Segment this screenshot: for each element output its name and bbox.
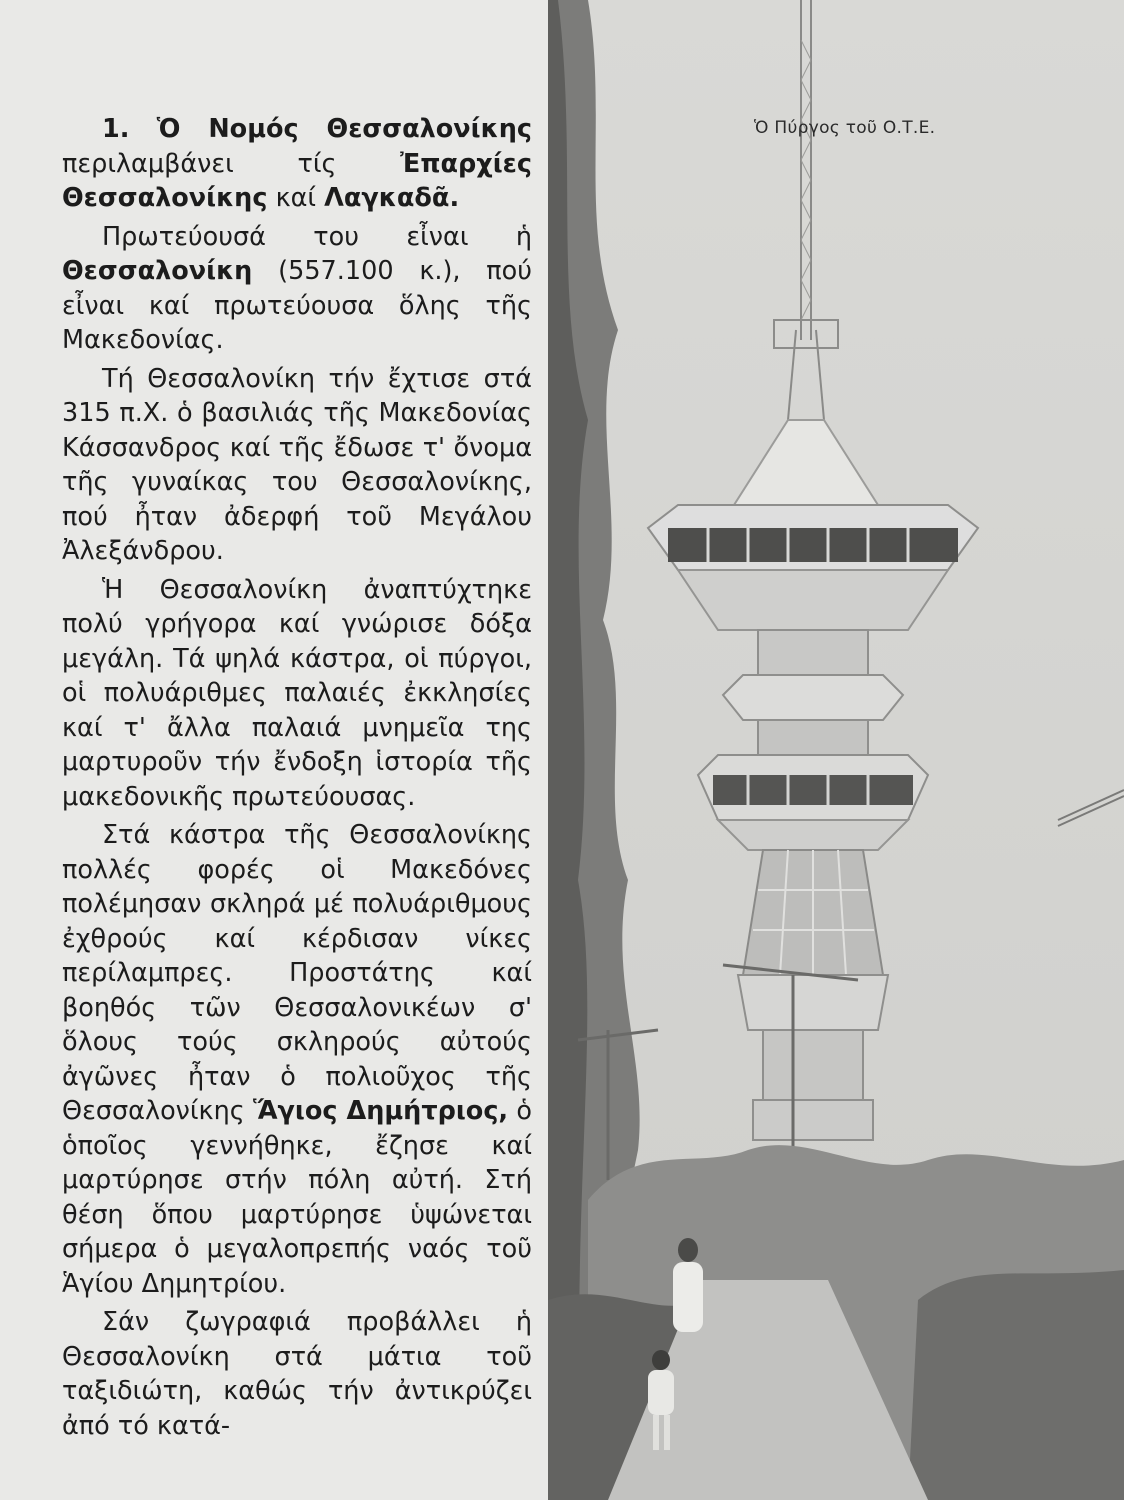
p2-text-1: Πρωτεύουσά του εἶναι ἡ (102, 221, 532, 252)
p2-bold-1: Θεσσαλονίκη (62, 256, 253, 286)
ote-tower-photo (548, 0, 1124, 1500)
p5-text-1: Στά κάστρα τῆς Θεσσαλονίκης πολλές φορές οἱ Μακεδόνες πολέμησαν σκληρά μέ πολυάριθμους ἐχθρούς καί κέρδισαν νίκες περίλαμπρες. Προστάτης καί βοηθός τῶν Θεσσαλονικέων σ' ὅλους τούς σκληρούς αὐτούς ἀγῶνες ἦταν ὁ πολιοῦχος τῆς Θεσσαλονίκης (62, 820, 532, 1126)
paragraph-1 (62, 112, 532, 216)
paragraph-3: Τή Θεσσαλονίκη τήν ἔχτισε στά 315 π.Χ. ὁ βασιλιάς τῆς Μακεδονίας Κάσσανδρος καί τῆς ἔδωσε τ' ὄνομα τῆς γυναίκας του Θεσσαλονίκης, πού ἦταν ἀδερφή τοῦ Μεγάλου Ἀλεξάνδρου. (62, 363, 532, 566)
p1-bold-2: Λαγκαδᾶ. (324, 183, 460, 213)
paragraph-6: Σάν ζωγραφιά προβάλλει ἡ Θεσσαλονίκη στά μάτια τοῦ ταξιδιώτη, καθώς τήν ἀντικρύζει ἀπό τό κατά- (62, 1307, 532, 1441)
p1-bold-1: Ἐπαρχίες Θεσσαλονίκης (62, 148, 532, 213)
p1-text-1: περιλαμβάνει τίς (62, 148, 337, 179)
section-number: 1. (102, 114, 130, 144)
p5-bold-1: Ἅγιος Δημήτριος, (253, 1096, 509, 1126)
p2-text-2: (557.100 κ.), πού εἶναι καί πρωτεύουσα ὅλης τῆς Μακεδονίας. (62, 256, 533, 355)
p5-text-2: ὁ ὁποῖος γεννήθηκε, ἔζησε καί μαρτύρησε στήν πόλη αὐτή. Στή θέση ὅπου μαρτύρησε ὑψώνεται σήμερα ὁ μεγαλοπρεπής ναός τοῦ Ἁγίου Δημητρίου. (62, 1096, 533, 1299)
paragraph-4: Ἡ Θεσσαλονίκη ἀναπτύχτηκε πολύ γρήγορα καί γνώρισε δόξα μεγάλη. Τά ψηλά κάστρα, οἱ πύργοι, οἱ πολυάριθμες παλαιές ἐκκλησίες καί τ' ἄλλα παλαιά μνημεῖα της μαρτυροῦν τήν ἔνδοξη ἱστορία τῆς μακεδονικῆς πρωτεύουσας. (62, 574, 532, 812)
body-text-column (62, 112, 532, 1447)
paragraph-5 (62, 818, 532, 1301)
paragraph-2 (62, 220, 532, 358)
section-title: Ὁ Νομός Θεσσαλονίκης (156, 114, 532, 144)
photo-caption: Ὁ Πύργος τοῦ Ο.Τ.Ε. (754, 118, 936, 138)
p1-text-2: καί (275, 183, 317, 213)
